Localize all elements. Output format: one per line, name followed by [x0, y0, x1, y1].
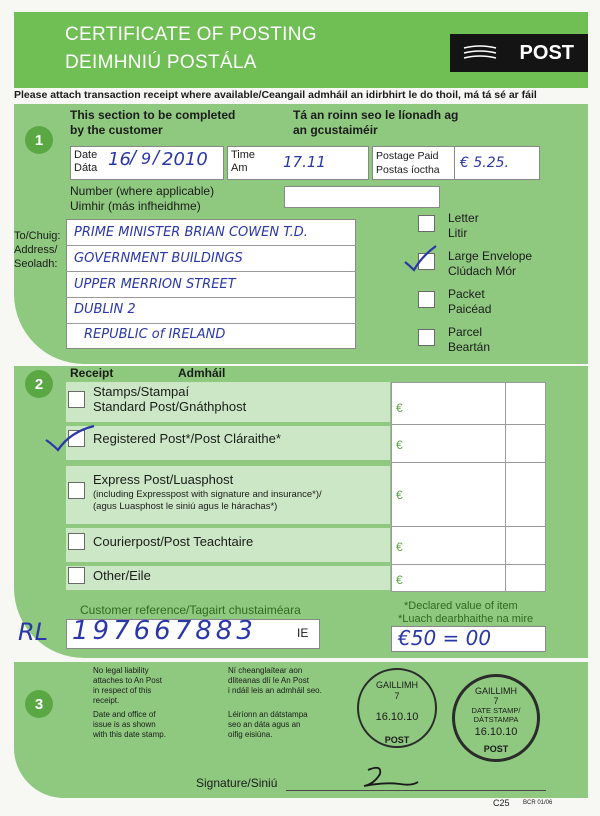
stamp-1-brand: POST [384, 735, 410, 745]
section-1-title-en-1: This section to be completed [70, 108, 236, 122]
address-rule [66, 271, 356, 272]
stamp-2-date: 16.10.10 [474, 726, 518, 738]
amounts-cents-divider [505, 382, 506, 592]
service-express-note-en: (including Expresspost with signature and insurance*)/ [93, 489, 322, 500]
number-label-ga: Uimhir (más infheidhme) [70, 199, 201, 213]
section-2-number: 2 [25, 370, 53, 398]
section-1-title-ga-2: an gcustaiméir [293, 123, 378, 137]
logo-text: POST [519, 41, 574, 64]
liability-en [93, 666, 162, 706]
stamp-2-line: DATE STAMP/ [471, 706, 521, 715]
postage-paid-value: € 5.25. [460, 155, 509, 171]
other-checkbox[interactable] [68, 567, 85, 584]
time-value: 17.11 [283, 153, 326, 171]
option-parcel-ga: Beartán [448, 340, 491, 354]
number-label-en: Number (where applicable) [70, 184, 215, 198]
footer-ref: BCR 01/06 [523, 800, 553, 806]
address-line-4: DUBLIN 2 [74, 302, 136, 317]
title-ga: DEIMHNIÚ POSTÁLA [65, 52, 257, 73]
signature-label: Signature/Siniú [196, 776, 278, 790]
parcel-checkbox[interactable] [418, 329, 435, 346]
section-1-number: 1 [25, 126, 53, 154]
issue-en-line: issue is as shown [93, 720, 156, 729]
option-packet-ga: Paicéad [448, 302, 492, 316]
amount-euro-courier: € [396, 540, 403, 554]
attach-note: Please attach transaction receipt where available/Ceangail admháil an idirbhirt le do thoil, má tá sé ar fáil [14, 89, 537, 101]
stamp-2-num: 7 [493, 696, 499, 706]
letter-checkbox[interactable] [418, 215, 435, 232]
liability-ga-line: i ndáil leis an admháil seo. [228, 686, 322, 695]
courierpost-checkbox[interactable] [68, 533, 85, 550]
postage-label-en: Postage Paid [376, 150, 439, 162]
liability-en-line: in respect of this [93, 686, 152, 695]
amount-row-rule [391, 526, 546, 527]
amount-row-rule [391, 462, 546, 463]
issue-ga [228, 710, 308, 740]
option-letter-en: Letter [448, 211, 479, 225]
date-label-ga: Dáta [74, 162, 98, 174]
number-field[interactable] [284, 186, 440, 208]
customer-ref-value: 197667883 [72, 616, 257, 646]
an-post-logo [450, 34, 588, 72]
issue-en-line: Date and office of [93, 710, 156, 719]
stamp-1-num: 7 [394, 691, 400, 701]
stamp-2-line2: DÁTSTAMPA [473, 715, 519, 724]
issue-ga-line: seo an dáta agus an [228, 720, 301, 729]
amount-euro-express: € [396, 488, 403, 502]
amount-euro-other: € [396, 573, 403, 587]
address-line-1: PRIME MINISTER BRIAN COWEN T.D. [74, 225, 308, 240]
amount-euro-registered: € [396, 438, 403, 452]
stamps-checkbox[interactable] [68, 391, 85, 408]
address-line-5: REPUBLIC of IRELAND [84, 327, 226, 342]
receipt-label-ga: Admháil [178, 366, 226, 380]
stamp-1-place: GAILLIMH [375, 680, 418, 690]
liability-en-line: receipt. [93, 696, 120, 705]
issue-ga-line: Léiríonn an dátstampa [228, 710, 308, 719]
liability-ga-line: Ní cheanglaítear aon [228, 666, 303, 675]
service-courier: Courierpost/Post Teachtaire [93, 534, 254, 549]
date-month: 9 [141, 149, 152, 168]
address-rule [66, 245, 356, 246]
address-label-ga: Seoladh: [14, 258, 58, 270]
section-1-title-en-2: by the customer [70, 123, 163, 137]
issue-en [93, 710, 166, 740]
declared-value: €50 = 00 [398, 626, 492, 650]
service-stamps-line2: Standard Post/Gnáthphost [93, 399, 247, 414]
address-rule [66, 323, 356, 324]
liability-ga [228, 666, 322, 696]
option-parcel-en: Parcel [448, 325, 483, 339]
date-day: 16 [108, 149, 131, 170]
address-line-2: GOVERNMENT BUILDINGS [74, 251, 243, 266]
issue-ga-line: oifig eisiúna. [228, 730, 273, 739]
issue-en-line: with this date stamp. [93, 730, 166, 739]
amount-row-rule [391, 424, 546, 425]
service-other: Other/Eile [93, 568, 151, 583]
time-label-en: Time [231, 149, 256, 161]
service-registered: Registered Post*/Post Cláraithe* [93, 431, 281, 446]
address-line-3: UPPER MERRION STREET [74, 277, 236, 292]
stamp-1-date: 16.10.10 [375, 711, 419, 723]
section-1-title-ga-1: Tá an roinn seo le líonadh ag [293, 108, 459, 122]
declared-value-label-ga: *Luach dearbhaithe na mire [398, 613, 534, 625]
liability-en-line: attaches to An Post [93, 676, 162, 685]
customer-ref-prefix: RL [18, 618, 49, 646]
service-express: Express Post/Luasphost [93, 472, 234, 487]
title-en: CERTIFICATE OF POSTING [65, 24, 317, 45]
liability-ga-line: dliteanas dlí le An Post [228, 676, 309, 685]
registered-post-check-mark-icon [40, 420, 96, 454]
address-label-to: To/Chuig: [14, 230, 61, 242]
option-letter-ga: Litir [448, 226, 468, 240]
handwritten-signature-icon [360, 760, 420, 792]
large-envelope-check-mark-icon [402, 244, 438, 274]
date-year: 2010 [162, 149, 208, 170]
postage-label-ga: Postas íoctha [376, 164, 440, 176]
stamp-2-place: GAILLIMH [474, 686, 517, 696]
amounts-column [391, 382, 546, 592]
customer-ref-suffix: IE [297, 626, 309, 640]
date-label-en: Date [74, 149, 98, 161]
packet-checkbox[interactable] [418, 291, 435, 308]
section-3-number: 3 [25, 690, 53, 718]
service-stamps-line1: Stamps/Stampaí [93, 384, 190, 399]
amount-euro-stamps: € [396, 401, 403, 415]
stamp-2-brand: POST [483, 744, 509, 754]
amount-row-rule [391, 564, 546, 565]
service-express-note-ga: (agus Luasphost le siniú agus le hárachas*) [93, 501, 278, 512]
liability-en-line: No legal liability [93, 666, 149, 675]
express-post-checkbox[interactable] [68, 482, 85, 499]
time-label-ga: Am [231, 162, 248, 174]
option-large-envelope-ga: Clúdach Mór [448, 264, 517, 278]
customer-ref-label: Customer reference/Tagairt chustaiméara [80, 603, 301, 617]
address-label-en: Address/ [14, 244, 58, 256]
post-logo-swoosh-icon [462, 43, 498, 63]
footer-code: C25 [493, 798, 510, 808]
declared-value-label-en: *Declared value of item [404, 600, 518, 612]
address-rule [66, 297, 356, 298]
receipt-label-en: Receipt [70, 366, 114, 380]
option-packet-en: Packet [448, 287, 485, 301]
option-large-envelope-en: Large Envelope [448, 249, 533, 263]
